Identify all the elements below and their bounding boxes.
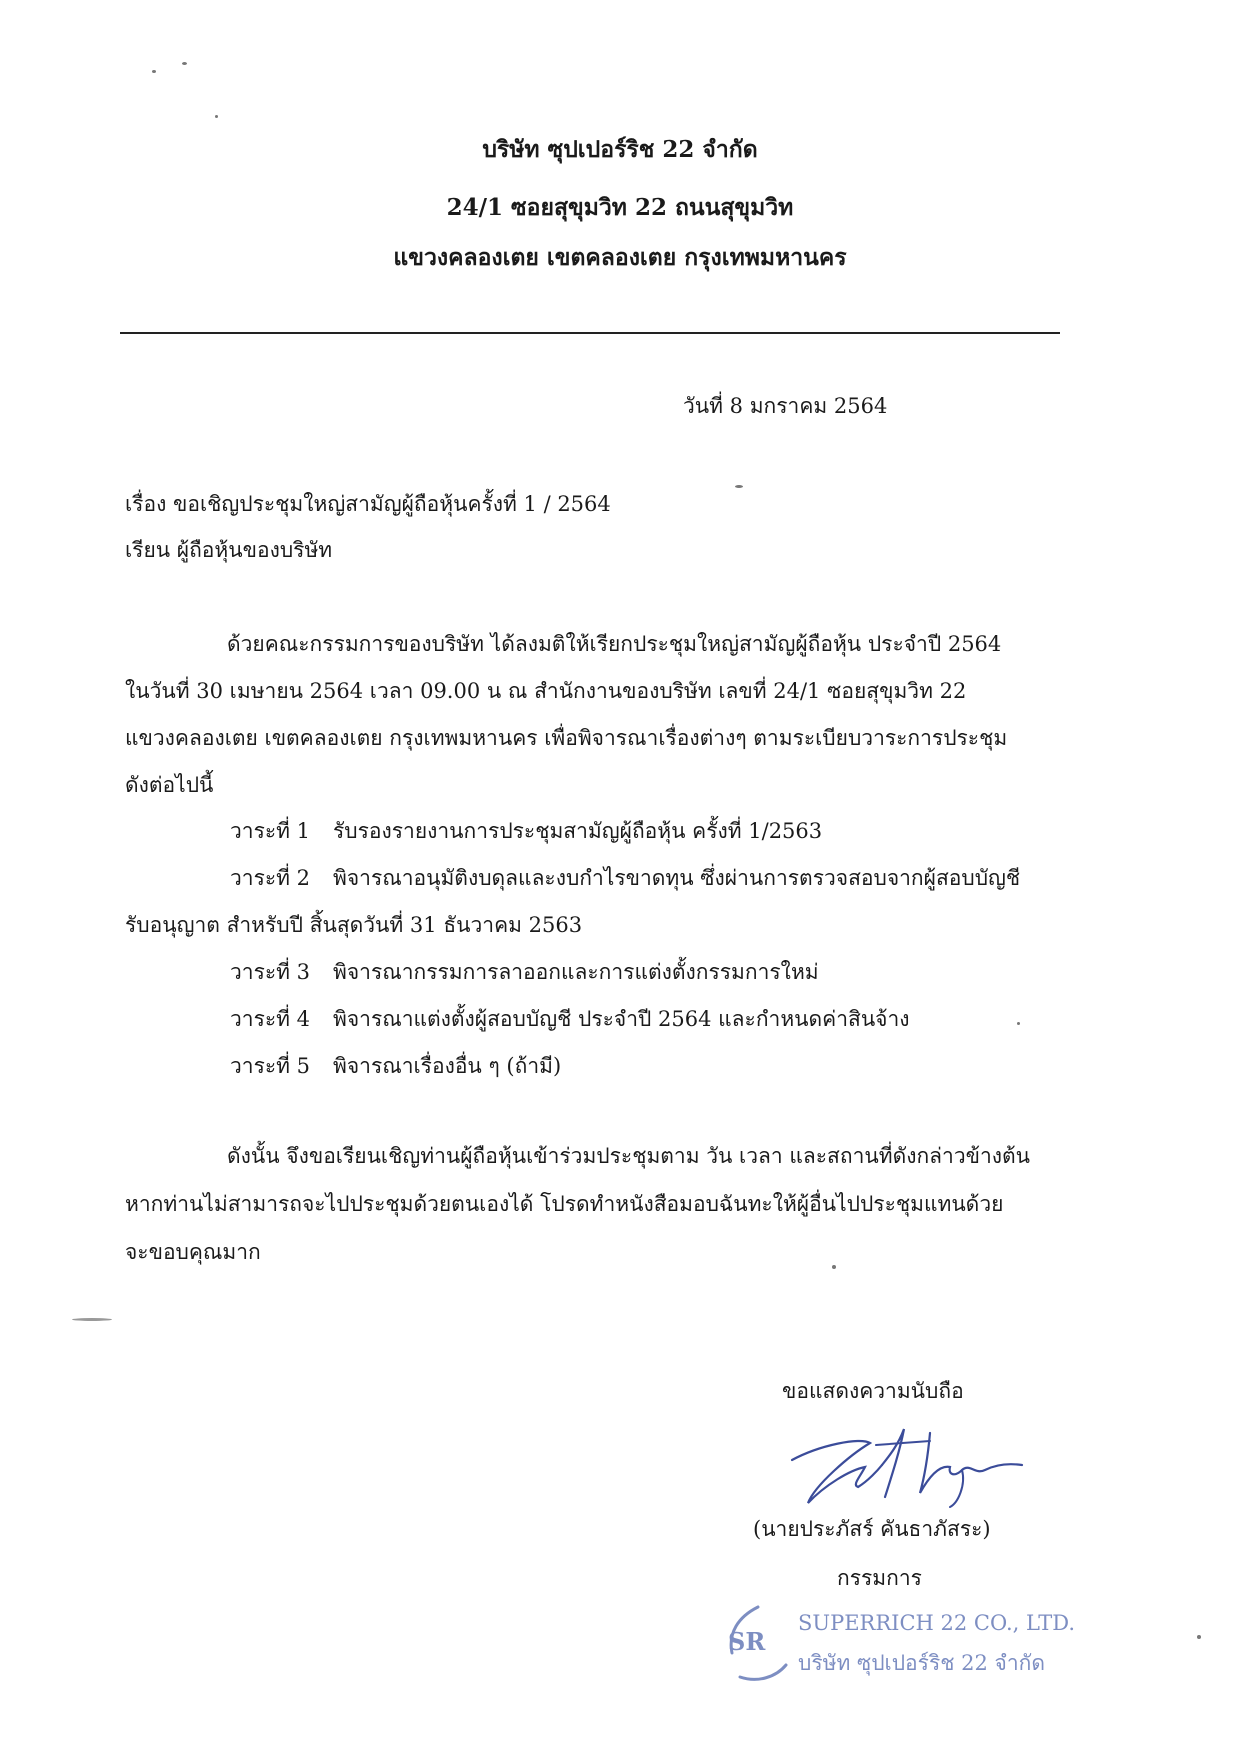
company-name: บริษัท ซุปเปอร์ริช 22 จำกัด [482,136,758,163]
agenda-label: วาระที่ 1 [230,819,311,843]
subject-line: เรื่อง ขอเชิญประชุมใหญ่สามัญผู้ถือหุ้นครั้งที่ 1 / 2564 [125,492,611,516]
header-divider [120,332,1060,334]
body-paragraph-line: ด้วยคณะกรรมการของบริษัท ได้ลงมติให้เรียกประชุมใหญ่สามัญผู้ถือหุ้น ประจำปี 2564 [227,632,1002,656]
handwritten-signature [780,1415,1030,1510]
agenda-text: รับรองรายงานการประชุมสามัญผู้ถือหุ้น ครั้งที่ 1/2563 [333,819,823,843]
agenda-text: พิจารณาเรื่องอื่น ๆ (ถ้ามี) [333,1054,562,1078]
scan-speck [735,485,743,488]
scan-speck [152,70,156,73]
scan-speck [1017,1022,1020,1025]
signatory-name: (นายประภัสร์ คันธาภัสระ) [753,1517,991,1541]
stamp-thai-name: บริษัท ซุปเปอร์ริช 22 จำกัด [798,1651,1046,1675]
closing-line: จะขอบคุณมาก [125,1240,261,1264]
company-stamp [718,1595,1075,1695]
closing-line: ดังนั้น จึงขอเรียนเชิญท่านผู้ถือหุ้นเข้าร่วมประชุมตาม วัน เวลา และสถานที่ดังกล่าวข้างต้น [227,1144,1031,1168]
stamp-english-name: SUPERRICH 22 CO., LTD. [798,1611,1075,1635]
salutation-line: เรียน ผู้ถือหุ้นของบริษัท [125,538,333,562]
body-paragraph-line: ดังต่อไปนี้ [125,773,214,797]
agenda-text: พิจารณากรรมการลาออกและการแต่งตั้งกรรมการใหม่ [333,960,819,984]
company-address-line2: แขวงคลองเตย เขตคลองเตย กรุงเทพมหานคร [393,244,847,271]
closing-line: หากท่านไม่สามารถจะไปประชุมด้วยตนเองได้ โปรดทำหนังสือมอบฉันทะให้ผู้อื่นไปประชุมแทนด้วย [125,1192,1004,1216]
signatory-title: กรรมการ [837,1566,922,1590]
body-paragraph-line: ในวันที่ 30 เมษายน 2564 เวลา 09.00 น ณ สำนักงานของบริษัท เลขที่ 24/1 ซอยสุขุมวิท 22 [125,679,967,703]
scan-speck [72,1318,112,1321]
scan-speck [1197,1635,1201,1639]
date-line: วันที่ 8 มกราคม 2564 [683,394,888,418]
agenda-text: พิจารณาอนุมัติงบดุลและงบกำไรขาดทุน ซึ่งผ่านการตรวจสอบจากผู้สอบบัญชี [333,866,1021,890]
agenda-text: พิจารณาแต่งตั้งผู้สอบบัญชี ประจำปี 2564 และกำหนดค่าสินจ้าง [333,1007,910,1031]
scan-speck [215,115,218,118]
agenda-continuation: รับอนุญาต สำหรับปี สิ้นสุดวันที่ 31 ธันวาคม 2563 [125,913,583,937]
agenda-label: วาระที่ 2 [230,866,311,890]
agenda-label: วาระที่ 5 [230,1054,311,1078]
agenda-label: วาระที่ 3 [230,960,311,984]
closing-regards: ขอแสดงความนับถือ [782,1379,964,1403]
scan-speck [182,62,187,65]
scan-speck [832,1265,836,1269]
stamp-monogram: SR [728,1627,766,1656]
agenda-label: วาระที่ 4 [230,1007,311,1031]
company-address-line1: 24/1 ซอยสุขุมวิท 22 ถนนสุขุมวิท [446,194,794,221]
body-paragraph-line: แขวงคลองเตย เขตคลองเตย กรุงเทพมหานคร เพื่อพิจารณาเรื่องต่างๆ ตามระเบียบวาระการประชุม [125,726,1008,750]
